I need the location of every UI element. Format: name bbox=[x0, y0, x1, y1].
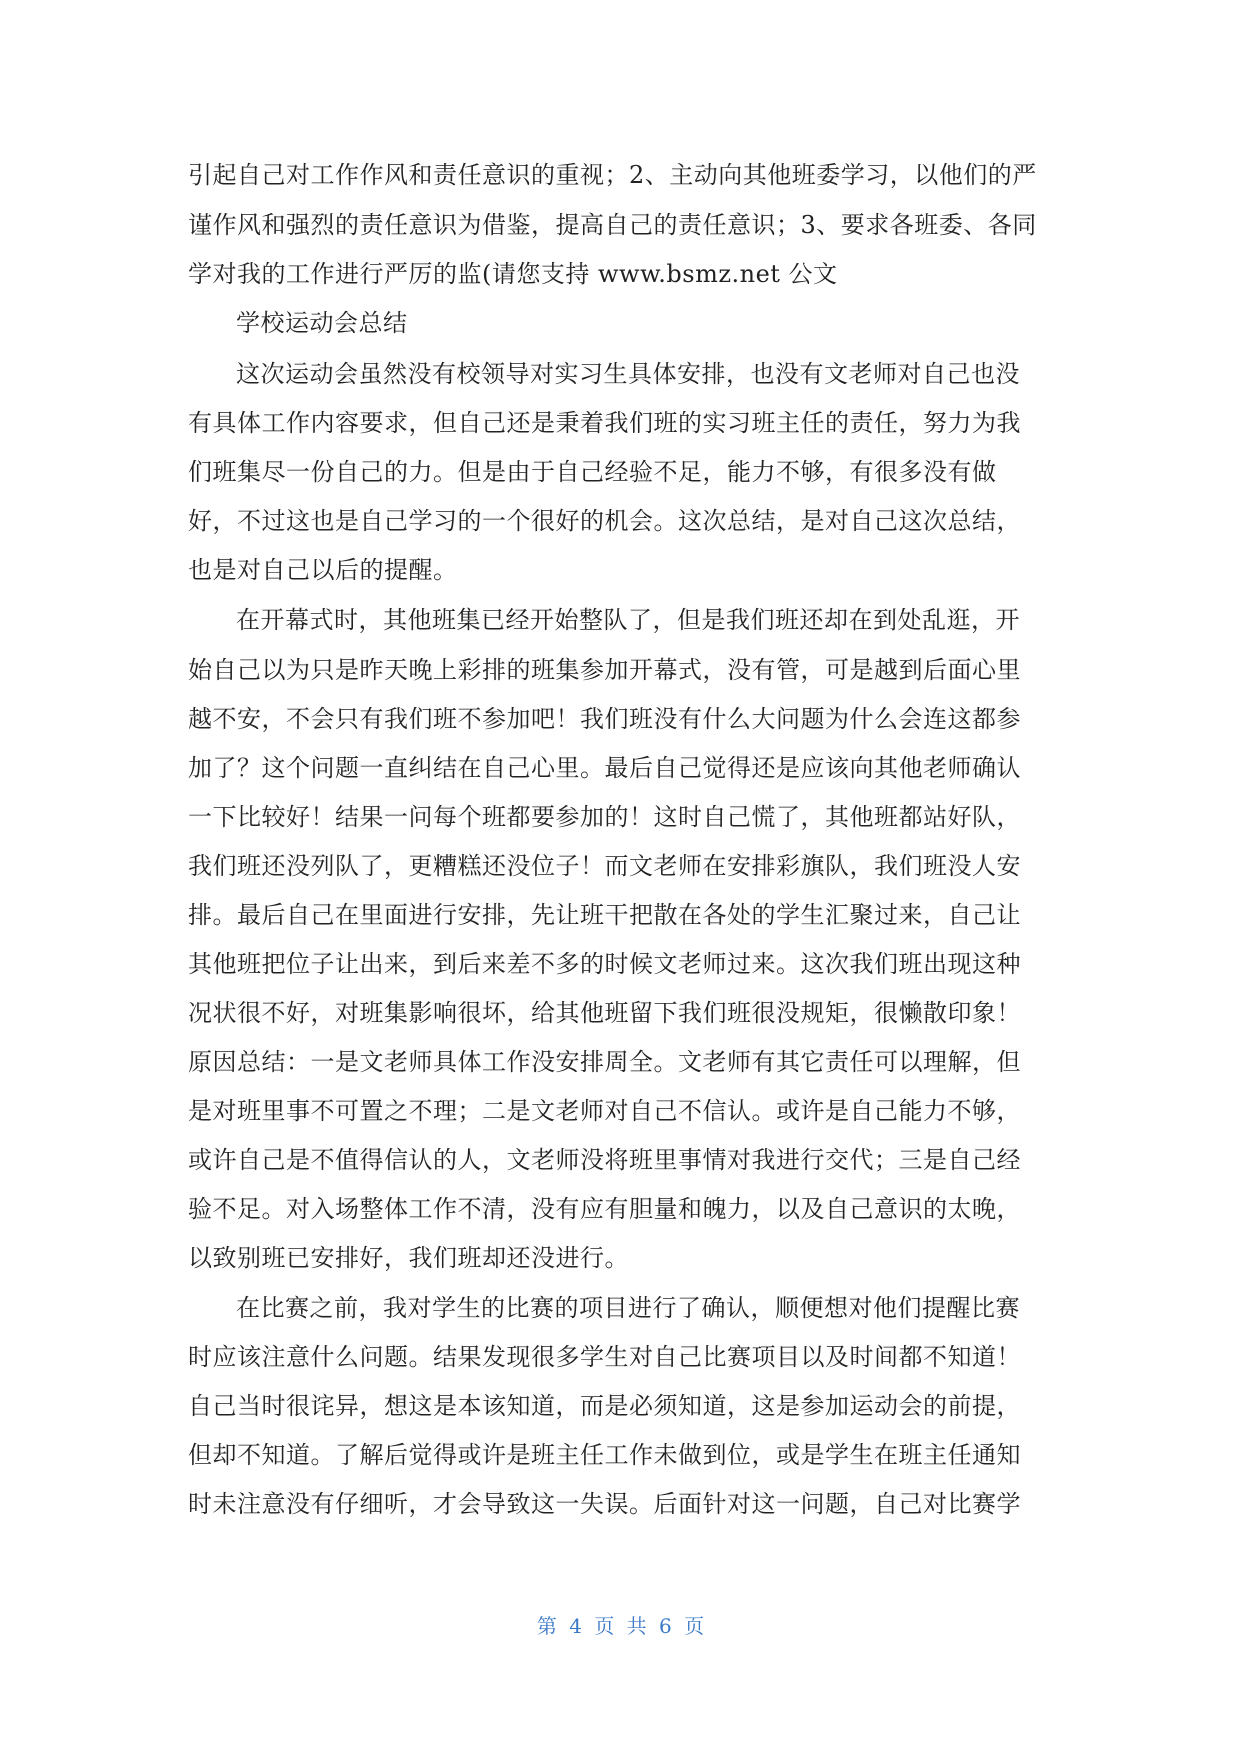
body-line: 况状很不好，对班集影响很坏，给其他班留下我们班很没规矩，很懒散印象！ bbox=[188, 999, 1021, 1027]
body-line: 验不足。对入场整体工作不清，没有应有胆量和魄力，以及自己意识的太晚， bbox=[188, 1195, 1021, 1223]
body-line: 时应该注意什么问题。结果发现很多学生对自己比赛项目以及时间都不知道！ bbox=[188, 1343, 1021, 1371]
body-line: 也是对自己以后的提醒。 bbox=[188, 556, 458, 584]
body-line: 这次运动会虽然没有校领导对实习生具体安排，也没有文老师对自己也没 bbox=[236, 360, 1020, 388]
body-line: 其他班把位子让出来，到后来差不多的时候文老师过来。这次我们班出现这种 bbox=[188, 950, 1021, 978]
body-line: 但却不知道。了解后觉得或许是班主任工作未做到位，或是学生在班主任通知 bbox=[188, 1441, 1021, 1469]
body-line: 学对我的工作进行严厉的监(请您支持 www.bsmz.net 公文 bbox=[188, 260, 838, 288]
section-title: 学校运动会总结 bbox=[236, 309, 408, 337]
body-line: 在开幕式时，其他班集已经开始整队了，但是我们班还却在到处乱逛，开 bbox=[236, 606, 1020, 634]
body-line: 我们班还没列队了，更糟糕还没位子！而文老师在安排彩旗队，我们班没人安 bbox=[188, 852, 1021, 880]
body-line: 在比赛之前，我对学生的比赛的项目进行了确认，顺便想对他们提醒比赛 bbox=[236, 1294, 1020, 1322]
body-line: 或许自己是不值得信认的人，文老师没将班里事情对我进行交代；三是自己经 bbox=[188, 1146, 1021, 1174]
body-line: 以致别班已安排好，我们班却还没进行。 bbox=[188, 1244, 629, 1272]
body-line: 好，不过这也是自己学习的一个很好的机会。这次总结，是对自己这次总结， bbox=[188, 507, 1021, 535]
body-line: 原因总结：一是文老师具体工作没安排周全。文老师有其它责任可以理解，但 bbox=[188, 1048, 1021, 1076]
body-line: 自己当时很诧异，想这是本该知道，而是必须知道，这是参加运动会的前提， bbox=[188, 1392, 1021, 1420]
body-line: 们班集尽一份自己的力。但是由于自己经验不足，能力不够，有很多没有做 bbox=[188, 458, 997, 486]
page-number-footer: 第 4 页 共 6 页 bbox=[536, 1614, 705, 1638]
body-line: 是对班里事不可置之不理；二是文老师对自己不信认。或许是自己能力不够， bbox=[188, 1097, 1021, 1125]
body-line: 越不安，不会只有我们班不参加吧！我们班没有什么大问题为什么会连这都参 bbox=[188, 705, 1021, 733]
body-line: 加了？这个问题一直纠结在自己心里。最后自己觉得还是应该向其他老师确认 bbox=[188, 754, 1021, 782]
body-line: 有具体工作内容要求，但自己还是秉着我们班的实习班主任的责任，努力为我 bbox=[188, 409, 1021, 437]
body-line: 谨作风和强烈的责任意识为借鉴，提高自己的责任意识；3、要求各班委、各同 bbox=[188, 211, 1037, 239]
body-line: 引起自己对工作作风和责任意识的重视；2、主动向其他班委学习，以他们的严 bbox=[188, 161, 1037, 189]
body-line: 一下比较好！结果一问每个班都要参加的！这时自己慌了，其他班都站好队， bbox=[188, 803, 1021, 831]
body-line: 始自己以为只是昨天晚上彩排的班集参加开幕式，没有管，可是越到后面心里 bbox=[188, 656, 1021, 684]
body-line: 时未注意没有仔细听，才会导致这一失误。后面针对这一问题，自己对比赛学 bbox=[188, 1490, 1021, 1518]
body-line: 排。最后自己在里面进行安排，先让班干把散在各处的学生汇聚过来，自己让 bbox=[188, 901, 1021, 929]
